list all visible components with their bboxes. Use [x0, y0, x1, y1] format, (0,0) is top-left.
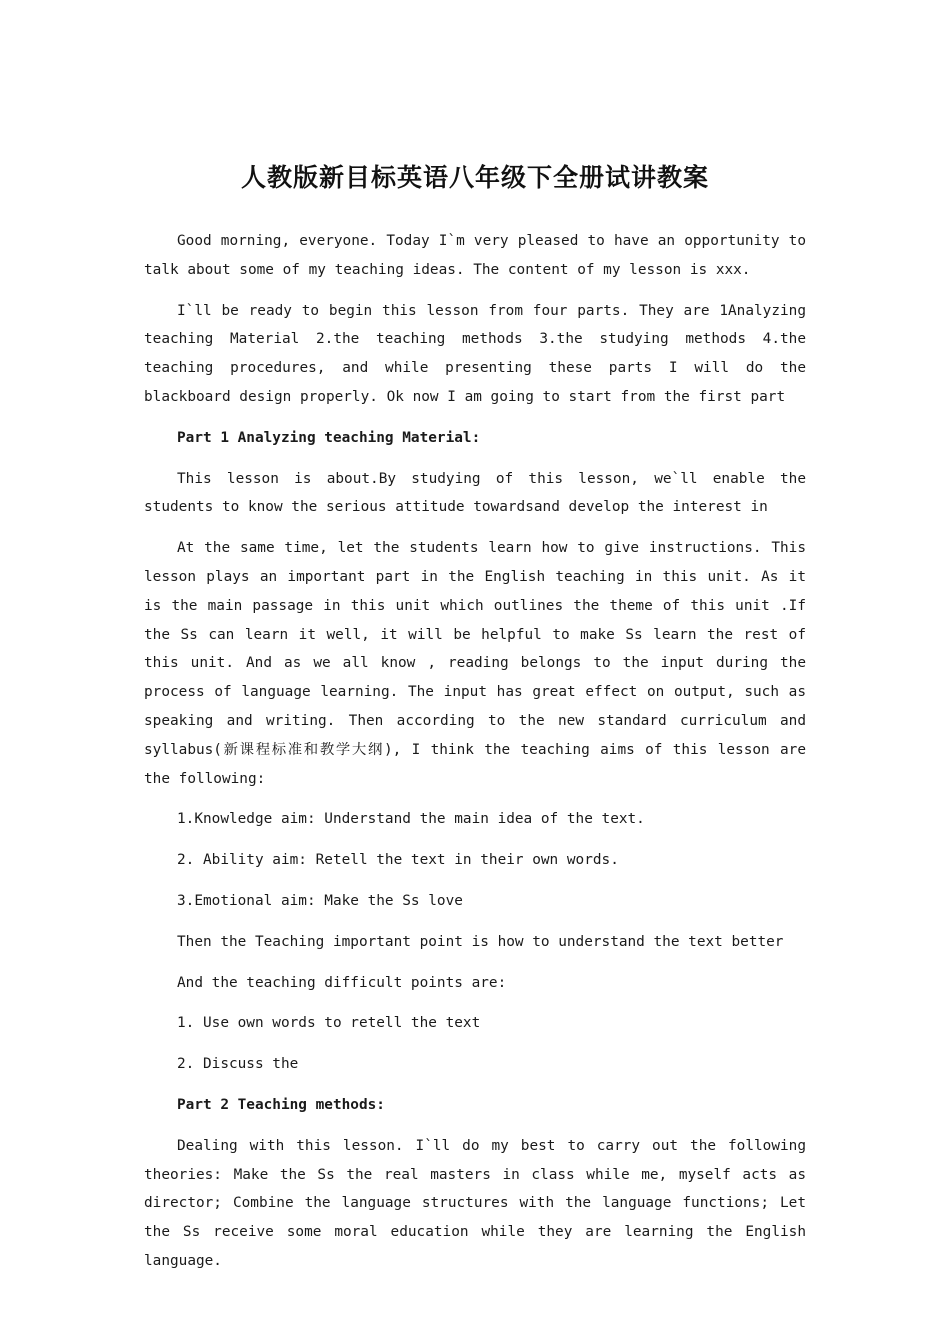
difficult-points-paragraph: And the teaching difficult points are:: [177, 974, 507, 991]
difficult-point-item-1: 1. Use own words to retell the text: [177, 1015, 481, 1032]
knowledge-aim-item: 1.Knowledge aim: Understand the main idea of the text.: [177, 811, 645, 828]
lesson-about-paragraph: This lesson is about.By studying of this lesson, we`ll enable the students to know the serious attitude towardsand develop the interest in: [144, 470, 806, 516]
section-heading-part-2: Part 2 Teaching methods:: [177, 1096, 385, 1113]
aims-intro-paragraph: At the same time, let the students learn how to give instructions. This lesson plays an important part in the English teaching in this unit. As it is the main passage in this unit which outlines the theme of this unit .If the Ss can learn it well, it will be helpful to make Ss learn the rest of this unit. And as we all know , reading belongs to the input during the process of language learning. The input has great effect on output, such as speaking and writing. Then according to the new standard curriculum and syllabus(新课程标准和教学大纲), I think the teaching aims of this lesson are the following:: [144, 540, 806, 787]
ability-aim-item: 2. Ability aim: Retell the text in their own words.: [177, 852, 619, 869]
emotional-aim-item: 3.Emotional aim: Make the Ss love: [177, 892, 463, 909]
section-heading-part-1: Part 1 Analyzing teaching Material:: [177, 429, 481, 446]
methods-paragraph: Dealing with this lesson. I`ll do my best to carry out the following theories: Make the Ss the real masters in class while me, myself acts as director; Combine the language structures with the language functions; Let the Ss receive some moral education while they are learning the English language.: [144, 1137, 806, 1269]
document-title: 人教版新目标英语八年级下全册试讲教案: [240, 163, 709, 192]
document-body: [144, 227, 806, 1288]
outline-paragraph: I`ll be ready to begin this lesson from four parts. They are 1Analyzing teaching Material 2.the teaching methods 3.the studying methods 4.the teaching procedures, and while presenting these parts I will do the blackboard design properly. Ok now I am going to start from the first part: [144, 302, 806, 405]
intro-paragraph: Good morning, everyone. Today I`m very pleased to have an opportunity to talk about some of my teaching ideas. The content of my lesson is xxx.: [144, 233, 806, 278]
difficult-point-item-2: 2. Discuss the: [177, 1056, 299, 1073]
important-point-paragraph: Then the Teaching important point is how to understand the text better: [177, 933, 784, 950]
